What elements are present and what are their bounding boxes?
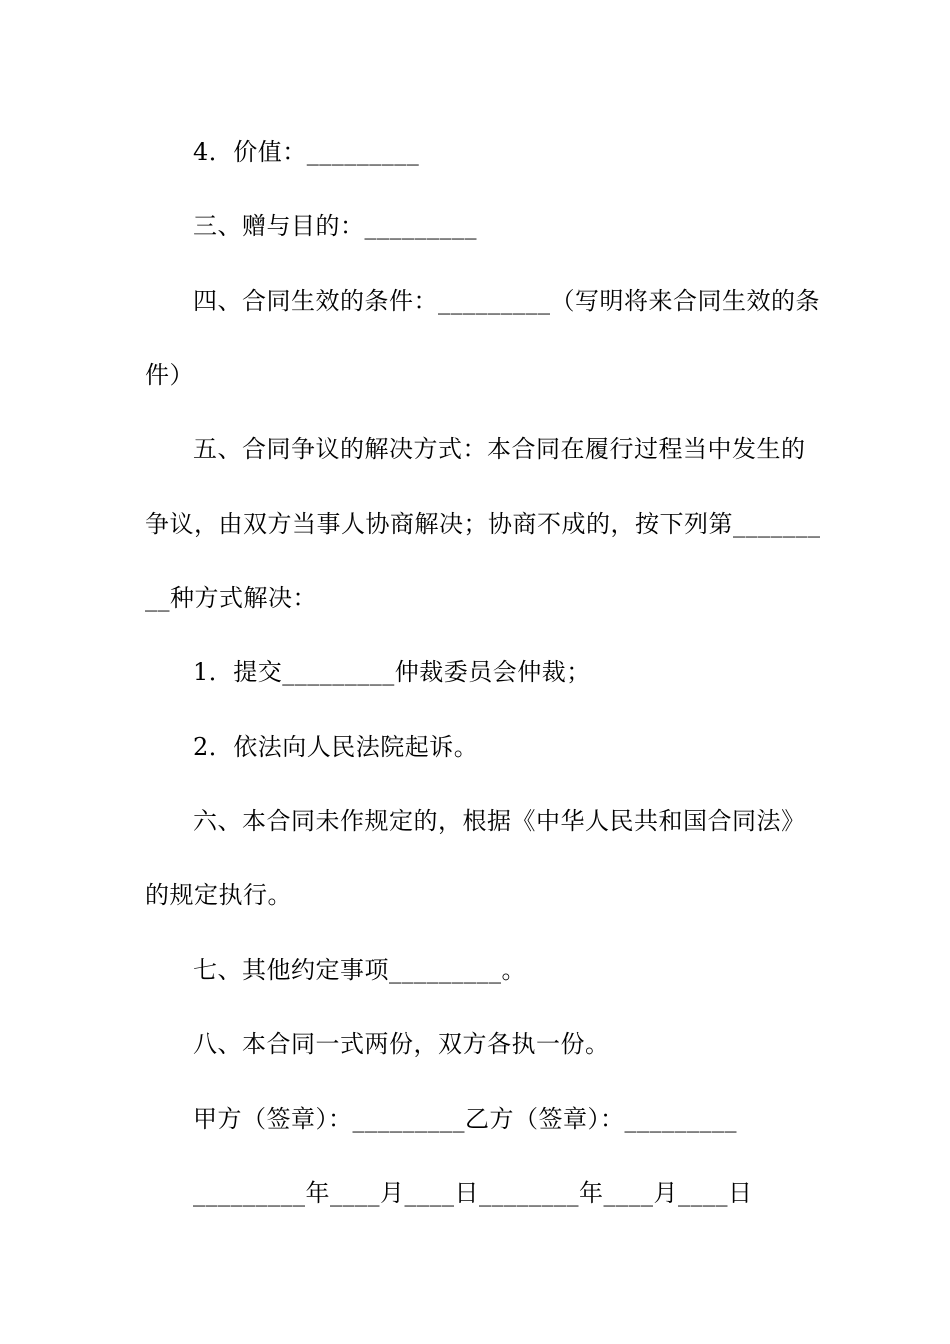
section-dispute-resolution: 五、合同争议的解决方式：本合同在履行过程当中发生的: [193, 435, 806, 463]
section-dispute-resolution-cont-1: 争议，由双方当事人协商解决；协商不成的，按下列第_______: [145, 510, 821, 538]
date-line: _________年____月____日________年____月____日: [193, 1179, 753, 1207]
section-other-matters: 七、其他约定事项_________。: [193, 956, 526, 984]
item-litigation: 2．依法向人民法院起诉。: [193, 733, 479, 761]
section-gift-purpose: 三、赠与目的：_________: [193, 212, 477, 240]
signature-line: 甲方（签章）：_________乙方（签章）：_________: [193, 1105, 737, 1133]
section-unspecified-matters-cont: 的规定执行。: [145, 881, 292, 909]
item-value: 4．价值：_________: [193, 138, 420, 166]
section-effective-conditions: 四、合同生效的条件：_________（写明将来合同生效的条: [193, 287, 820, 315]
section-effective-conditions-cont: 件）: [145, 361, 194, 389]
section-dispute-resolution-cont-2: __种方式解决：: [145, 584, 317, 612]
section-copies: 八、本合同一式两份，双方各执一份。: [193, 1030, 610, 1058]
section-unspecified-matters: 六、本合同未作规定的，根据《中华人民共和国合同法》: [193, 807, 806, 835]
item-arbitration: 1．提交_________仲裁委员会仲裁；: [193, 658, 591, 686]
